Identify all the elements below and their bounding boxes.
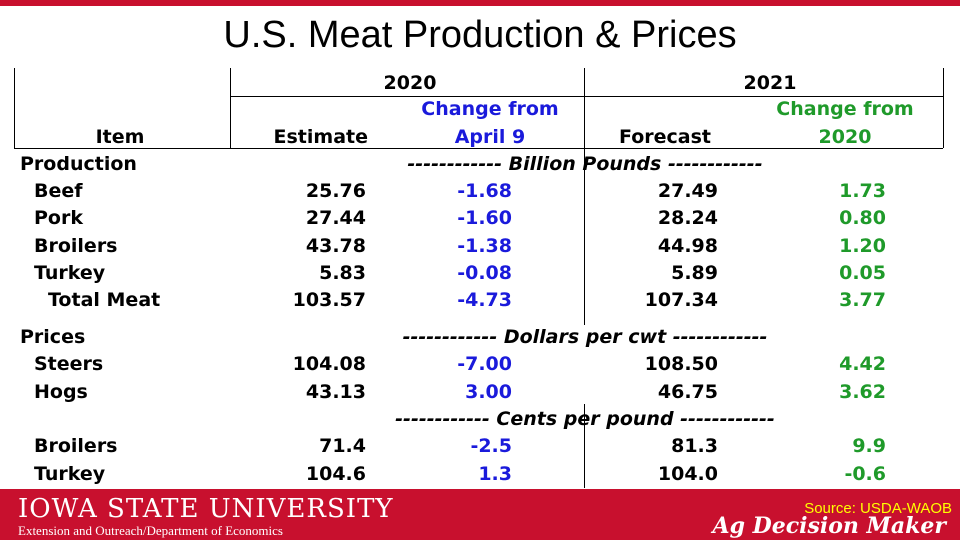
row-item: Pork <box>34 207 83 230</box>
row-item: Total Meat <box>48 289 161 312</box>
table-border-left <box>14 68 15 148</box>
row-forecast: 104.0 <box>657 462 718 485</box>
row-change-2020: 1.20 <box>839 234 886 257</box>
row-change-april: -7.00 <box>457 353 512 375</box>
top-accent-bar <box>0 0 960 6</box>
row-item: Broilers <box>34 234 118 257</box>
row-forecast: 44.98 <box>657 234 718 257</box>
row-forecast: 5.89 <box>671 261 718 284</box>
row-forecast: 107.34 <box>644 289 718 312</box>
header-estimate: Estimate <box>273 126 368 148</box>
row-change-april: -4.73 <box>457 289 512 312</box>
unit-dollars-per-cwt: ------------ Dollars per cwt ------------ <box>402 326 768 348</box>
row-change-2020: 1.73 <box>839 180 886 202</box>
row-estimate: 71.4 <box>319 435 366 457</box>
row-forecast: 28.24 <box>657 207 718 230</box>
header-year-2021: 2021 <box>743 72 797 94</box>
unit-billion-pounds: ------------ Billion Pounds ------------ <box>407 153 763 175</box>
header-2020-base: 2020 <box>818 126 872 148</box>
row-item: Broilers <box>34 435 118 457</box>
row-change-2020: 0.80 <box>839 207 886 230</box>
row-forecast: 27.49 <box>657 180 718 202</box>
row-item: Turkey <box>34 261 106 284</box>
table-divider-2 <box>584 68 585 325</box>
university-logo: IOWA STATE UNIVERSITY <box>18 494 394 524</box>
section-production: Production <box>20 153 137 175</box>
row-forecast: 46.75 <box>657 380 718 403</box>
year-underline <box>230 96 943 97</box>
row-forecast: 108.50 <box>644 353 718 375</box>
row-change-2020: 9.9 <box>852 435 886 457</box>
row-estimate: 5.83 <box>319 261 366 284</box>
row-change-2020: -0.6 <box>844 462 886 485</box>
table-border-right <box>943 68 944 148</box>
row-item: Hogs <box>34 380 88 403</box>
department-text: Extension and Outreach/Department of Economics <box>18 523 283 538</box>
row-item: Turkey <box>34 462 106 485</box>
row-change-2020: 3.62 <box>839 380 886 403</box>
row-estimate: 27.44 <box>305 207 366 230</box>
slide-title: U.S. Meat Production & Prices <box>223 14 737 56</box>
row-estimate: 43.13 <box>305 380 366 403</box>
row-item: Beef <box>34 180 83 202</box>
row-change-april: -1.38 <box>457 234 512 257</box>
row-estimate: 43.78 <box>305 234 366 257</box>
row-estimate: 104.6 <box>305 462 366 485</box>
row-estimate: 103.57 <box>292 289 366 312</box>
row-change-april: -0.08 <box>457 261 512 284</box>
row-forecast: 81.3 <box>671 435 718 457</box>
source-note: Source: USDA-WAOB <box>804 500 952 517</box>
row-change-2020: 0.05 <box>839 261 886 284</box>
row-change-april: -1.60 <box>457 207 512 230</box>
row-change-2020: 4.42 <box>839 353 886 375</box>
ag-decision-maker-logo: Ag Decision Maker <box>712 513 946 539</box>
row-change-april: 1.3 <box>478 462 512 485</box>
header-change-from-april: Change from <box>421 98 559 120</box>
header-change-from-2020: Change from <box>776 98 914 120</box>
row-change-april: 3.00 <box>465 380 512 403</box>
row-estimate: 25.76 <box>305 180 366 202</box>
row-estimate: 104.08 <box>292 353 366 375</box>
row-change-april: -1.68 <box>457 180 512 202</box>
row-item: Steers <box>34 353 104 375</box>
header-april-9: April 9 <box>454 126 526 148</box>
row-change-2020: 3.77 <box>839 289 886 312</box>
header-forecast: Forecast <box>619 126 711 148</box>
header-underline <box>14 148 943 149</box>
section-prices: Prices <box>20 326 86 348</box>
header-item: Item <box>95 126 145 148</box>
row-change-april: -2.5 <box>470 435 512 457</box>
unit-cents-per-pound: ------------ Cents per pound ------------ <box>395 408 775 430</box>
header-year-2020: 2020 <box>383 72 437 94</box>
